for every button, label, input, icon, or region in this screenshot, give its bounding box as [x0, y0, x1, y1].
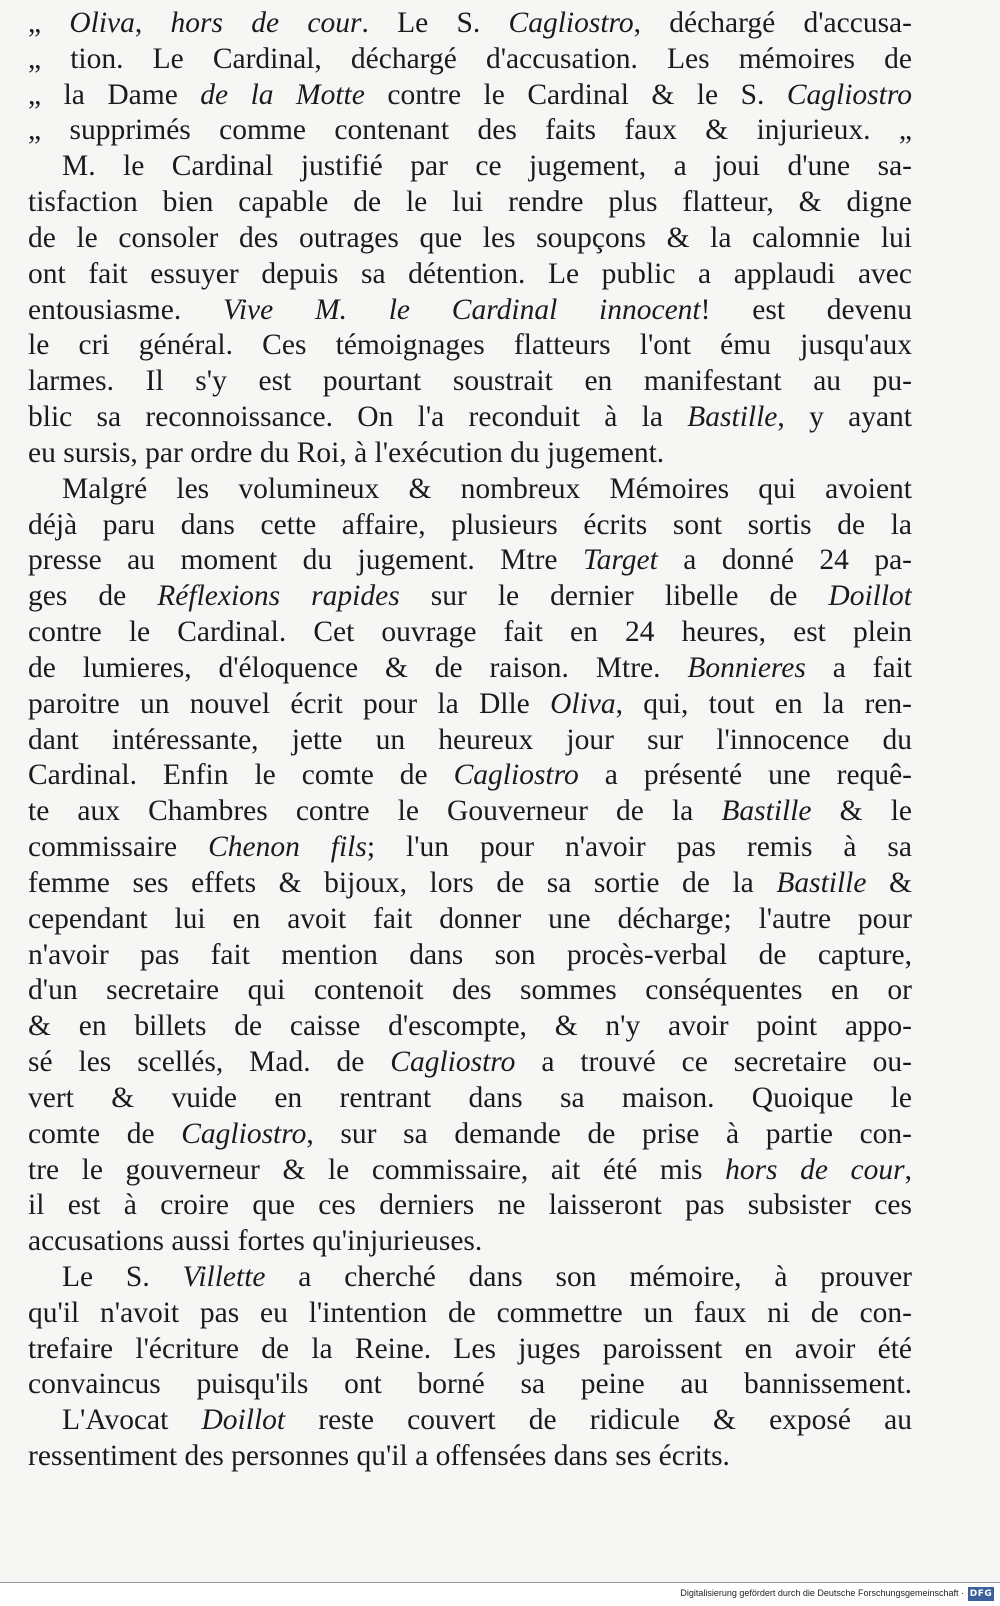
text-line	[28, 1188, 912, 1224]
text-line	[28, 973, 912, 1009]
text-line-content: dant intéressante, jette un heureux jour sur l'innocence du	[28, 723, 912, 756]
text-line	[28, 508, 912, 544]
text-line-content: contre le Cardinal. Cet ouvrage fait en 24 heures, est plein	[28, 616, 912, 649]
text-line-content: ont fait essuyer depuis sa détention. Le public a applaudi avec	[28, 257, 912, 290]
text-line	[28, 364, 912, 400]
text-line	[28, 687, 912, 723]
text-line-content: commissaire Chenon fils; l'un pour n'avoir pas remis à sa	[28, 831, 912, 864]
text-line-content: „ Oliva, hors de cour. Le S. Cagliostro, déchargé d'accusa-	[28, 7, 912, 39]
text-line	[28, 1296, 912, 1332]
text-line	[28, 78, 912, 114]
text-line	[28, 328, 912, 364]
text-line	[28, 1332, 912, 1368]
text-line	[28, 1117, 912, 1153]
text-line	[28, 1403, 912, 1439]
text-line	[28, 436, 912, 472]
text-line-content: d'un secretaire qui contenoit des sommes conséquentes en or	[28, 974, 912, 1007]
text-line-content: de lumieres, d'éloquence & de raison. Mtre. Bonnieres a fait	[28, 651, 912, 684]
text-line	[28, 257, 912, 293]
text-line-content: & en billets de caisse d'escompte, & n'y avoir point appo-	[28, 1010, 912, 1043]
text-line-content: ges de Réflexions rapides sur le dernier libelle de Doillot	[28, 580, 912, 613]
text-line-content: L'Avocat Doillot reste couvert de ridicule & exposé au	[62, 1404, 912, 1437]
text-line-content: ressentiment des personnes qu'il a offensées dans ses écrits.	[28, 1440, 730, 1473]
text-line	[28, 1081, 912, 1117]
text-line	[28, 1045, 912, 1081]
text-line	[28, 42, 912, 78]
text-line-content: Cardinal. Enfin le comte de Cagliostro a présenté une requê-	[28, 759, 912, 792]
text-line-content: tisfaction bien capable de le lui rendre plus flatteur, & digne	[28, 186, 912, 219]
text-line-content: Le S. Villette a cherché dans son mémoire, à prouver	[62, 1260, 912, 1293]
text-line	[28, 221, 912, 257]
text-line	[28, 543, 912, 579]
page-text	[28, 6, 912, 1475]
text-line	[28, 794, 912, 830]
text-line	[28, 579, 912, 615]
text-line	[28, 185, 912, 221]
text-line-content: blic sa reconnoissance. On l'a reconduit à la Bastille, y ayant	[28, 401, 912, 434]
text-line	[28, 113, 912, 149]
text-line	[28, 1260, 912, 1296]
text-line-content: vert & vuide en rentrant dans sa maison. Quoique le	[28, 1081, 912, 1114]
text-line-content: Malgré les volumineux & nombreux Mémoires qui avoient	[62, 472, 912, 505]
text-line	[28, 400, 912, 436]
text-line	[28, 149, 912, 185]
text-line	[28, 938, 912, 974]
text-line	[28, 902, 912, 938]
text-line-content: „ tion. Le Cardinal, déchargé d'accusation. Les mémoires de	[28, 42, 912, 75]
text-line-content: trefaire l'écriture de la Reine. Les juges paroissent en avoir été	[28, 1332, 912, 1365]
text-line-content: eu sursis, par ordre du Roi, à l'exécution du jugement.	[28, 436, 665, 469]
footer	[0, 1584, 1000, 1606]
text-line-content: de le consoler des outrages que les soupçons & la calomnie lui	[28, 221, 912, 254]
text-line	[28, 6, 912, 42]
text-line-content: te aux Chambres contre le Gouverneur de la Bastille & le	[28, 795, 912, 828]
text-line-content: femme ses effets & bijoux, lors de sa sortie de la Bastille &	[28, 866, 912, 899]
text-line-content: „ la Dame de la Motte contre le Cardinal & le S. Cagliostro	[28, 78, 912, 111]
text-line-content: entousiasme. Vive M. le Cardinal innocent! est devenu	[28, 293, 912, 326]
text-line	[28, 723, 912, 759]
text-line-content: „ supprimés comme contenant des faits faux & injurieux. „	[28, 114, 912, 147]
text-line-content: sé les scellés, Mad. de Cagliostro a trouvé ce secretaire ou-	[28, 1046, 912, 1079]
text-line-content: convaincus puisqu'ils ont borné sa peine au bannissement.	[28, 1368, 912, 1401]
dfg-logo: DFG	[969, 1589, 993, 1599]
text-line-content: M. le Cardinal justifié par ce jugement, a joui d'une sa-	[62, 150, 912, 183]
text-line	[28, 758, 912, 794]
text-line-content: qu'il n'avoit pas eu l'intention de commettre un faux ni de con-	[28, 1296, 912, 1329]
text-line	[28, 866, 912, 902]
text-line	[28, 1153, 912, 1189]
text-line-content: le cri général. Ces témoignages flatteurs l'ont ému jusqu'aux	[28, 329, 912, 362]
text-line	[28, 1367, 912, 1403]
text-line-content: comte de Cagliostro, sur sa demande de prise à partie con-	[28, 1117, 912, 1150]
digitization-credit: Digitalisierung gefördert durch die Deutsche Forschungsgemeinschaft ·	[680, 1588, 964, 1598]
text-line	[28, 615, 912, 651]
text-line-content: cependant lui en avoit fait donner une décharge; l'autre pour	[28, 902, 912, 935]
text-line-content: paroitre un nouvel écrit pour la Dlle Oliva, qui, tout en la ren-	[28, 687, 912, 720]
text-line-content: n'avoir pas fait mention dans son procès-verbal de capture,	[28, 938, 912, 971]
text-line-content: tre le gouverneur & le commissaire, ait été mis hors de cour,	[28, 1153, 912, 1186]
text-line	[28, 651, 912, 687]
text-line	[28, 472, 912, 508]
text-line	[28, 830, 912, 866]
text-line-content: accusations aussi fortes qu'injurieuses.	[28, 1225, 483, 1258]
text-line	[28, 293, 912, 329]
text-line	[28, 1224, 912, 1260]
text-line	[28, 1009, 912, 1045]
text-line-content: il est à croire que ces derniers ne laisseront pas subsister ces	[28, 1189, 912, 1222]
text-line-content: larmes. Il s'y est pourtant soustrait en manifestant au pu-	[28, 365, 912, 398]
text-line-content: presse au moment du jugement. Mtre Target a donné 24 pa-	[28, 544, 912, 577]
text-line-content: déjà paru dans cette affaire, plusieurs écrits sont sortis de la	[28, 508, 912, 541]
text-line	[28, 1439, 912, 1475]
